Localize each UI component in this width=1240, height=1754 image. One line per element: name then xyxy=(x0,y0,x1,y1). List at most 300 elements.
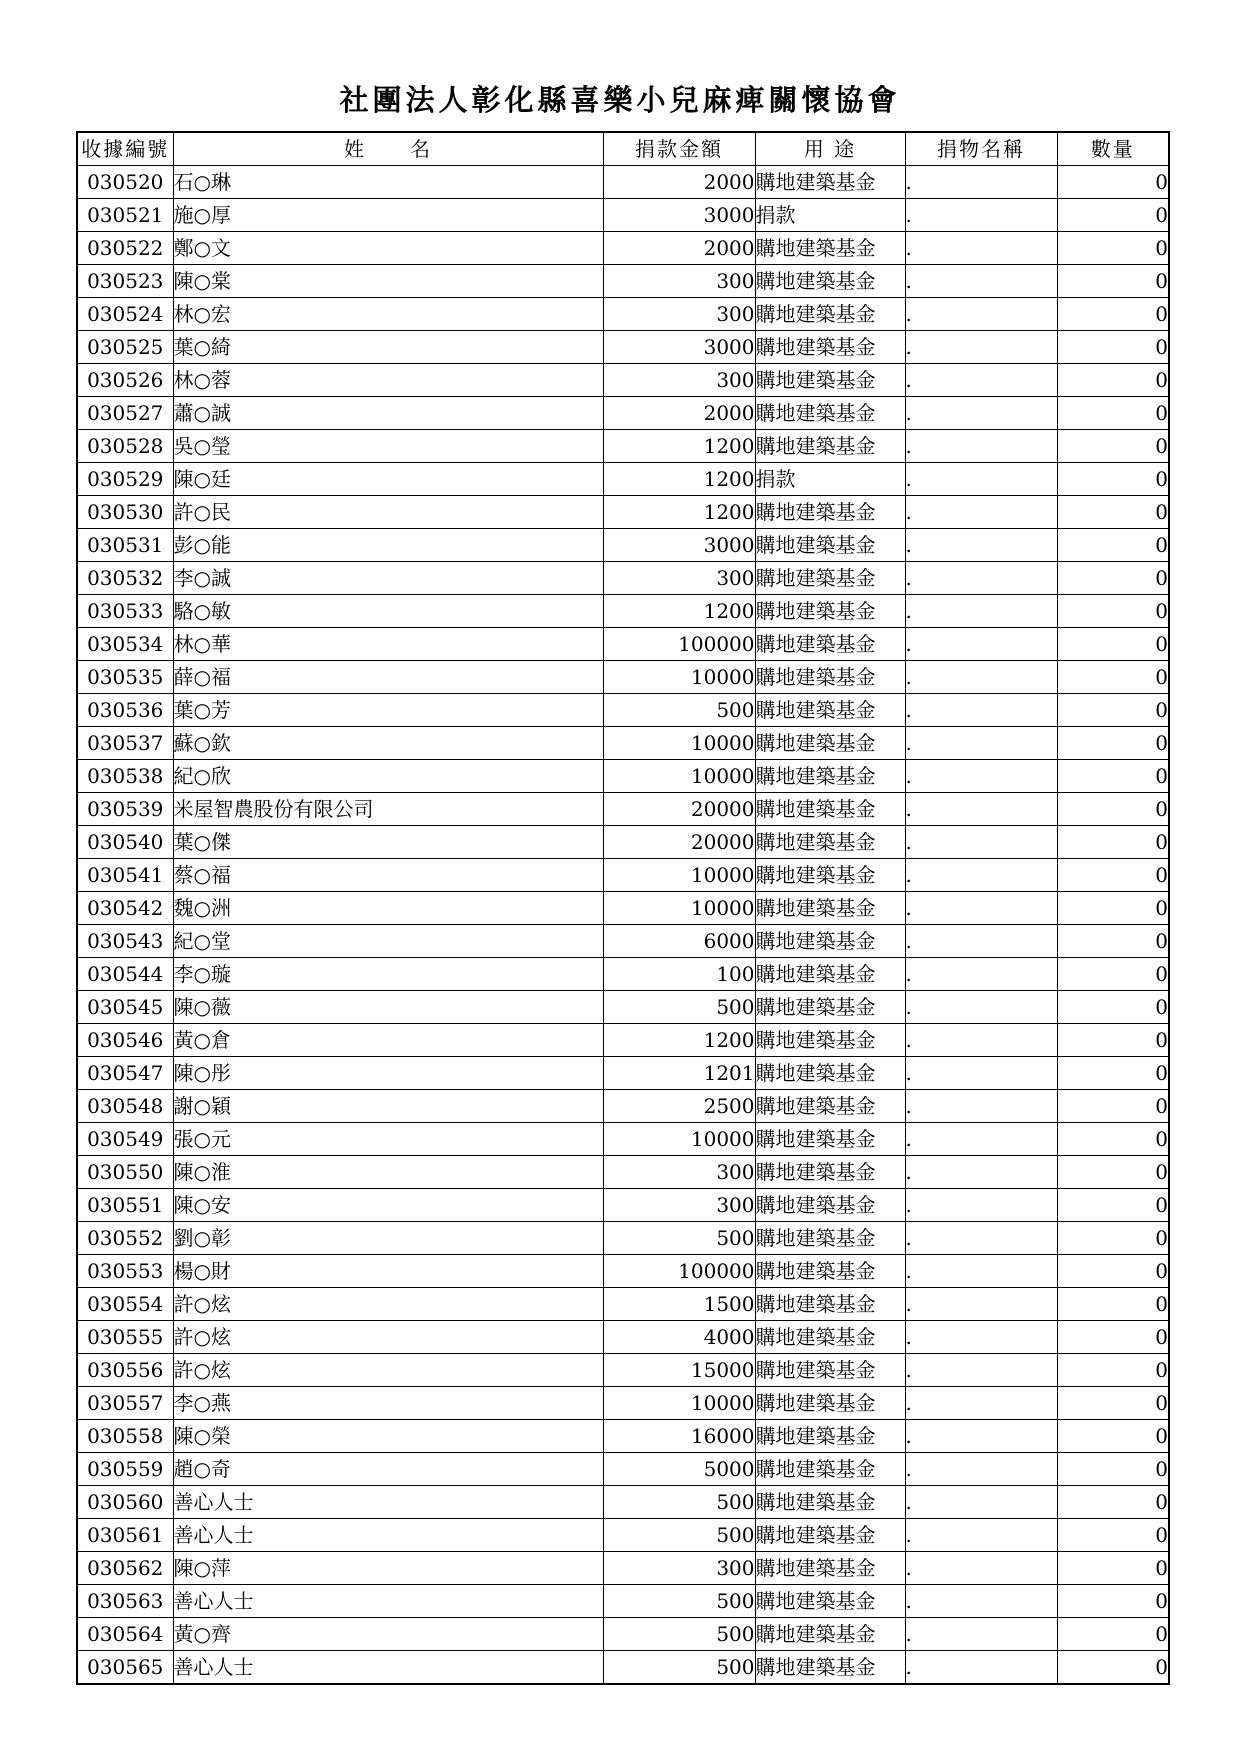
donor-name-cell: 魏○洲 xyxy=(173,892,603,925)
amount-cell: 300 xyxy=(603,265,755,298)
quantity-cell: 0 xyxy=(1057,1453,1169,1486)
purpose-cell: 購地建築基金 xyxy=(755,661,905,694)
quantity-cell: 0 xyxy=(1057,1552,1169,1585)
table-row xyxy=(77,265,1169,298)
amount-cell: 2500 xyxy=(603,1090,755,1123)
item-name-cell: . xyxy=(905,1288,1057,1321)
table-row xyxy=(77,760,1169,793)
item-name-cell: . xyxy=(905,1651,1057,1685)
quantity-cell: 0 xyxy=(1057,463,1169,496)
purpose-cell: 購地建築基金 xyxy=(755,892,905,925)
amount-cell: 10000 xyxy=(603,892,755,925)
purpose-cell: 購地建築基金 xyxy=(755,1519,905,1552)
donor-name-cell: 施○厚 xyxy=(173,199,603,232)
receipt-no-cell: 030538 xyxy=(77,760,173,793)
table-row xyxy=(77,1090,1169,1123)
purpose-cell: 購地建築基金 xyxy=(755,364,905,397)
donor-name-cell: 葉○傑 xyxy=(173,826,603,859)
quantity-cell: 0 xyxy=(1057,166,1169,199)
item-name-cell: . xyxy=(905,958,1057,991)
amount-cell: 10000 xyxy=(603,1123,755,1156)
quantity-cell: 0 xyxy=(1057,760,1169,793)
column-header-quantity: 數量 xyxy=(1057,132,1169,166)
table-row xyxy=(77,1651,1169,1685)
item-name-cell: . xyxy=(905,430,1057,463)
donor-name-cell: 楊○財 xyxy=(173,1255,603,1288)
receipt-no-cell: 030530 xyxy=(77,496,173,529)
receipt-no-cell: 030547 xyxy=(77,1057,173,1090)
table-row xyxy=(77,1288,1169,1321)
donor-name-cell: 李○燕 xyxy=(173,1387,603,1420)
purpose-cell: 購地建築基金 xyxy=(755,1420,905,1453)
purpose-cell: 購地建築基金 xyxy=(755,265,905,298)
donor-name-cell: 善心人士 xyxy=(173,1585,603,1618)
donor-name-cell: 葉○芳 xyxy=(173,694,603,727)
receipt-no-cell: 030540 xyxy=(77,826,173,859)
donor-name-cell: 蔡○福 xyxy=(173,859,603,892)
item-name-cell: . xyxy=(905,1222,1057,1255)
receipt-no-cell: 030565 xyxy=(77,1651,173,1685)
purpose-cell: 購地建築基金 xyxy=(755,1057,905,1090)
purpose-cell: 購地建築基金 xyxy=(755,1618,905,1651)
item-name-cell: . xyxy=(905,1321,1057,1354)
donor-name-cell: 許○炫 xyxy=(173,1354,603,1387)
receipt-no-cell: 030562 xyxy=(77,1552,173,1585)
receipt-no-cell: 030560 xyxy=(77,1486,173,1519)
amount-cell: 3000 xyxy=(603,529,755,562)
table-row xyxy=(77,1057,1169,1090)
table-row xyxy=(77,661,1169,694)
donor-name-cell: 駱○敏 xyxy=(173,595,603,628)
quantity-cell: 0 xyxy=(1057,892,1169,925)
purpose-cell: 購地建築基金 xyxy=(755,991,905,1024)
item-name-cell: . xyxy=(905,1387,1057,1420)
amount-cell: 100000 xyxy=(603,1255,755,1288)
amount-cell: 100 xyxy=(603,958,755,991)
purpose-cell: 購地建築基金 xyxy=(755,595,905,628)
quantity-cell: 0 xyxy=(1057,562,1169,595)
donor-name-cell: 陳○榮 xyxy=(173,1420,603,1453)
table-row xyxy=(77,1123,1169,1156)
donor-name-cell: 紀○欣 xyxy=(173,760,603,793)
donor-name-cell: 陳○淮 xyxy=(173,1156,603,1189)
donor-name-cell: 黃○倉 xyxy=(173,1024,603,1057)
purpose-cell: 購地建築基金 xyxy=(755,1354,905,1387)
amount-cell: 1201 xyxy=(603,1057,755,1090)
donor-name-cell: 善心人士 xyxy=(173,1651,603,1685)
quantity-cell: 0 xyxy=(1057,1321,1169,1354)
receipt-no-cell: 030555 xyxy=(77,1321,173,1354)
quantity-cell: 0 xyxy=(1057,298,1169,331)
item-name-cell: . xyxy=(905,760,1057,793)
receipt-no-cell: 030552 xyxy=(77,1222,173,1255)
item-name-cell: . xyxy=(905,463,1057,496)
receipt-no-cell: 030544 xyxy=(77,958,173,991)
quantity-cell: 0 xyxy=(1057,1024,1169,1057)
table-row xyxy=(77,727,1169,760)
purpose-cell: 購地建築基金 xyxy=(755,298,905,331)
purpose-cell: 購地建築基金 xyxy=(755,430,905,463)
purpose-cell: 購地建築基金 xyxy=(755,1288,905,1321)
item-name-cell: . xyxy=(905,1486,1057,1519)
receipt-no-cell: 030532 xyxy=(77,562,173,595)
receipt-no-cell: 030564 xyxy=(77,1618,173,1651)
purpose-cell: 購地建築基金 xyxy=(755,1486,905,1519)
item-name-cell: . xyxy=(905,1420,1057,1453)
table-row xyxy=(77,496,1169,529)
item-name-cell: . xyxy=(905,1189,1057,1222)
receipt-no-cell: 030554 xyxy=(77,1288,173,1321)
receipt-no-cell: 030527 xyxy=(77,397,173,430)
item-name-cell: . xyxy=(905,1024,1057,1057)
donor-name-cell: 許○民 xyxy=(173,496,603,529)
quantity-cell: 0 xyxy=(1057,595,1169,628)
quantity-cell: 0 xyxy=(1057,1585,1169,1618)
receipt-no-cell: 030551 xyxy=(77,1189,173,1222)
table-row xyxy=(77,562,1169,595)
item-name-cell: . xyxy=(905,1156,1057,1189)
item-name-cell: . xyxy=(905,1057,1057,1090)
table-row xyxy=(77,166,1169,199)
amount-cell: 300 xyxy=(603,298,755,331)
quantity-cell: 0 xyxy=(1057,1420,1169,1453)
amount-cell: 1200 xyxy=(603,595,755,628)
receipt-no-cell: 030536 xyxy=(77,694,173,727)
quantity-cell: 0 xyxy=(1057,397,1169,430)
quantity-cell: 0 xyxy=(1057,1618,1169,1651)
item-name-cell: . xyxy=(905,892,1057,925)
table-row xyxy=(77,529,1169,562)
table-header-row xyxy=(77,132,1169,166)
item-name-cell: . xyxy=(905,1123,1057,1156)
item-name-cell: . xyxy=(905,925,1057,958)
amount-cell: 10000 xyxy=(603,859,755,892)
item-name-cell: . xyxy=(905,859,1057,892)
amount-cell: 500 xyxy=(603,991,755,1024)
receipt-no-cell: 030563 xyxy=(77,1585,173,1618)
column-header-amount: 捐款金額 xyxy=(603,132,755,166)
receipt-no-cell: 030529 xyxy=(77,463,173,496)
donor-name-cell: 李○誠 xyxy=(173,562,603,595)
item-name-cell: . xyxy=(905,166,1057,199)
donor-name-cell: 米屋智農股份有限公司 xyxy=(173,793,603,826)
item-name-cell: . xyxy=(905,1255,1057,1288)
item-name-cell: . xyxy=(905,826,1057,859)
table-row xyxy=(77,430,1169,463)
quantity-cell: 0 xyxy=(1057,991,1169,1024)
quantity-cell: 0 xyxy=(1057,694,1169,727)
donor-name-cell: 林○華 xyxy=(173,628,603,661)
table-row xyxy=(77,1156,1169,1189)
amount-cell: 1200 xyxy=(603,463,755,496)
quantity-cell: 0 xyxy=(1057,1387,1169,1420)
donor-name-cell: 許○炫 xyxy=(173,1321,603,1354)
table-row xyxy=(77,1321,1169,1354)
quantity-cell: 0 xyxy=(1057,859,1169,892)
receipt-no-cell: 030550 xyxy=(77,1156,173,1189)
purpose-cell: 購地建築基金 xyxy=(755,1585,905,1618)
amount-cell: 300 xyxy=(603,1189,755,1222)
amount-cell: 20000 xyxy=(603,826,755,859)
purpose-cell: 購地建築基金 xyxy=(755,232,905,265)
table-row xyxy=(77,199,1169,232)
amount-cell: 300 xyxy=(603,364,755,397)
amount-cell: 5000 xyxy=(603,1453,755,1486)
item-name-cell: . xyxy=(905,595,1057,628)
donor-name-cell: 林○宏 xyxy=(173,298,603,331)
amount-cell: 500 xyxy=(603,1519,755,1552)
amount-cell: 1200 xyxy=(603,1024,755,1057)
amount-cell: 2000 xyxy=(603,232,755,265)
amount-cell: 6000 xyxy=(603,925,755,958)
quantity-cell: 0 xyxy=(1057,1651,1169,1685)
quantity-cell: 0 xyxy=(1057,925,1169,958)
amount-cell: 2000 xyxy=(603,397,755,430)
receipt-no-cell: 030559 xyxy=(77,1453,173,1486)
amount-cell: 300 xyxy=(603,1552,755,1585)
receipt-no-cell: 030537 xyxy=(77,727,173,760)
amount-cell: 500 xyxy=(603,1486,755,1519)
donor-name-cell: 薛○福 xyxy=(173,661,603,694)
table-row xyxy=(77,892,1169,925)
receipt-no-cell: 030561 xyxy=(77,1519,173,1552)
item-name-cell: . xyxy=(905,298,1057,331)
purpose-cell: 購地建築基金 xyxy=(755,1552,905,1585)
quantity-cell: 0 xyxy=(1057,1189,1169,1222)
receipt-no-cell: 030556 xyxy=(77,1354,173,1387)
table-row xyxy=(77,793,1169,826)
table-row xyxy=(77,1387,1169,1420)
donor-name-cell: 陳○棠 xyxy=(173,265,603,298)
quantity-cell: 0 xyxy=(1057,1057,1169,1090)
quantity-cell: 0 xyxy=(1057,727,1169,760)
table-row xyxy=(77,859,1169,892)
quantity-cell: 0 xyxy=(1057,1486,1169,1519)
receipt-no-cell: 030520 xyxy=(77,166,173,199)
table-row xyxy=(77,397,1169,430)
quantity-cell: 0 xyxy=(1057,1090,1169,1123)
purpose-cell: 購地建築基金 xyxy=(755,1651,905,1685)
amount-cell: 300 xyxy=(603,1156,755,1189)
purpose-cell: 購地建築基金 xyxy=(755,958,905,991)
quantity-cell: 0 xyxy=(1057,265,1169,298)
amount-cell: 15000 xyxy=(603,1354,755,1387)
purpose-cell: 購地建築基金 xyxy=(755,1189,905,1222)
purpose-cell: 購地建築基金 xyxy=(755,925,905,958)
column-header-name: 姓 名 xyxy=(173,132,603,166)
table-row xyxy=(77,1024,1169,1057)
purpose-cell: 購地建築基金 xyxy=(755,694,905,727)
table-row xyxy=(77,925,1169,958)
purpose-cell: 購地建築基金 xyxy=(755,793,905,826)
column-header-purpose: 用 途 xyxy=(755,132,905,166)
table-row xyxy=(77,1354,1169,1387)
purpose-cell: 購地建築基金 xyxy=(755,529,905,562)
donor-name-cell: 蕭○誠 xyxy=(173,397,603,430)
donor-name-cell: 黃○齊 xyxy=(173,1618,603,1651)
item-name-cell: . xyxy=(905,1552,1057,1585)
donor-name-cell: 鄭○文 xyxy=(173,232,603,265)
item-name-cell: . xyxy=(905,397,1057,430)
table-row xyxy=(77,463,1169,496)
receipt-no-cell: 030533 xyxy=(77,595,173,628)
donor-name-cell: 蘇○欽 xyxy=(173,727,603,760)
donor-name-cell: 陳○萍 xyxy=(173,1552,603,1585)
table-row xyxy=(77,1519,1169,1552)
item-name-cell: . xyxy=(905,265,1057,298)
amount-cell: 1200 xyxy=(603,496,755,529)
receipt-no-cell: 030523 xyxy=(77,265,173,298)
donor-name-cell: 許○炫 xyxy=(173,1288,603,1321)
item-name-cell: . xyxy=(905,364,1057,397)
receipt-no-cell: 030542 xyxy=(77,892,173,925)
donor-name-cell: 張○元 xyxy=(173,1123,603,1156)
donor-name-cell: 葉○綺 xyxy=(173,331,603,364)
table-row xyxy=(77,232,1169,265)
receipt-no-cell: 030545 xyxy=(77,991,173,1024)
purpose-cell: 購地建築基金 xyxy=(755,628,905,661)
purpose-cell: 購地建築基金 xyxy=(755,496,905,529)
donor-name-cell: 陳○廷 xyxy=(173,463,603,496)
item-name-cell: . xyxy=(905,1618,1057,1651)
receipt-no-cell: 030553 xyxy=(77,1255,173,1288)
purpose-cell: 購地建築基金 xyxy=(755,727,905,760)
item-name-cell: . xyxy=(905,793,1057,826)
donor-name-cell: 趙○奇 xyxy=(173,1453,603,1486)
item-name-cell: . xyxy=(905,1090,1057,1123)
amount-cell: 10000 xyxy=(603,661,755,694)
purpose-cell: 購地建築基金 xyxy=(755,397,905,430)
table-row xyxy=(77,331,1169,364)
amount-cell: 10000 xyxy=(603,760,755,793)
table-row xyxy=(77,1585,1169,1618)
amount-cell: 3000 xyxy=(603,331,755,364)
donor-name-cell: 善心人士 xyxy=(173,1486,603,1519)
table-row xyxy=(77,1552,1169,1585)
item-name-cell: . xyxy=(905,727,1057,760)
amount-cell: 2000 xyxy=(603,166,755,199)
purpose-cell: 購地建築基金 xyxy=(755,760,905,793)
amount-cell: 1200 xyxy=(603,430,755,463)
amount-cell: 3000 xyxy=(603,199,755,232)
item-name-cell: . xyxy=(905,628,1057,661)
quantity-cell: 0 xyxy=(1057,1354,1169,1387)
amount-cell: 4000 xyxy=(603,1321,755,1354)
item-name-cell: . xyxy=(905,991,1057,1024)
table-row xyxy=(77,595,1169,628)
receipt-no-cell: 030546 xyxy=(77,1024,173,1057)
table-row xyxy=(77,1486,1169,1519)
purpose-cell: 購地建築基金 xyxy=(755,1123,905,1156)
receipt-no-cell: 030549 xyxy=(77,1123,173,1156)
amount-cell: 500 xyxy=(603,1618,755,1651)
purpose-cell: 購地建築基金 xyxy=(755,826,905,859)
item-name-cell: . xyxy=(905,232,1057,265)
item-name-cell: . xyxy=(905,1453,1057,1486)
quantity-cell: 0 xyxy=(1057,1222,1169,1255)
quantity-cell: 0 xyxy=(1057,364,1169,397)
donor-name-cell: 李○璇 xyxy=(173,958,603,991)
amount-cell: 300 xyxy=(603,562,755,595)
amount-cell: 20000 xyxy=(603,793,755,826)
donor-name-cell: 陳○薇 xyxy=(173,991,603,1024)
quantity-cell: 0 xyxy=(1057,331,1169,364)
receipt-no-cell: 030543 xyxy=(77,925,173,958)
donor-name-cell: 謝○穎 xyxy=(173,1090,603,1123)
page-title: 社團法人彰化縣喜樂小兒麻痺關懷協會 xyxy=(339,83,901,117)
purpose-cell: 購地建築基金 xyxy=(755,1453,905,1486)
quantity-cell: 0 xyxy=(1057,1519,1169,1552)
quantity-cell: 0 xyxy=(1057,628,1169,661)
donor-name-cell: 吳○瑩 xyxy=(173,430,603,463)
amount-cell: 16000 xyxy=(603,1420,755,1453)
item-name-cell: . xyxy=(905,529,1057,562)
purpose-cell: 捐款 xyxy=(755,199,905,232)
table-row xyxy=(77,298,1169,331)
donor-name-cell: 善心人士 xyxy=(173,1519,603,1552)
table-row xyxy=(77,628,1169,661)
amount-cell: 500 xyxy=(603,1651,755,1685)
amount-cell: 100000 xyxy=(603,628,755,661)
receipt-no-cell: 030539 xyxy=(77,793,173,826)
purpose-cell: 購地建築基金 xyxy=(755,859,905,892)
table-body xyxy=(77,166,1169,1685)
purpose-cell: 捐款 xyxy=(755,463,905,496)
donor-name-cell: 陳○安 xyxy=(173,1189,603,1222)
amount-cell: 500 xyxy=(603,1585,755,1618)
amount-cell: 10000 xyxy=(603,727,755,760)
purpose-cell: 購地建築基金 xyxy=(755,1387,905,1420)
item-name-cell: . xyxy=(905,1354,1057,1387)
quantity-cell: 0 xyxy=(1057,496,1169,529)
receipt-no-cell: 030548 xyxy=(77,1090,173,1123)
table-row xyxy=(77,1255,1169,1288)
table-row xyxy=(77,826,1169,859)
purpose-cell: 購地建築基金 xyxy=(755,1321,905,1354)
donor-name-cell: 陳○彤 xyxy=(173,1057,603,1090)
purpose-cell: 購地建築基金 xyxy=(755,331,905,364)
donor-name-cell: 林○蓉 xyxy=(173,364,603,397)
table-row xyxy=(77,958,1169,991)
purpose-cell: 購地建築基金 xyxy=(755,562,905,595)
donor-name-cell: 劉○彰 xyxy=(173,1222,603,1255)
receipt-no-cell: 030531 xyxy=(77,529,173,562)
receipt-no-cell: 030526 xyxy=(77,364,173,397)
column-header-receipt-no: 收據編號 xyxy=(77,132,173,166)
purpose-cell: 購地建築基金 xyxy=(755,1024,905,1057)
purpose-cell: 購地建築基金 xyxy=(755,1156,905,1189)
item-name-cell: . xyxy=(905,331,1057,364)
receipt-no-cell: 030521 xyxy=(77,199,173,232)
receipt-no-cell: 030525 xyxy=(77,331,173,364)
receipt-no-cell: 030535 xyxy=(77,661,173,694)
table-row xyxy=(77,694,1169,727)
quantity-cell: 0 xyxy=(1057,199,1169,232)
receipt-no-cell: 030557 xyxy=(77,1387,173,1420)
table-row xyxy=(77,1189,1169,1222)
table-row xyxy=(77,364,1169,397)
table-row xyxy=(77,1453,1169,1486)
receipt-no-cell: 030528 xyxy=(77,430,173,463)
amount-cell: 1500 xyxy=(603,1288,755,1321)
item-name-cell: . xyxy=(905,694,1057,727)
quantity-cell: 0 xyxy=(1057,826,1169,859)
receipt-no-cell: 030541 xyxy=(77,859,173,892)
quantity-cell: 0 xyxy=(1057,793,1169,826)
table-row xyxy=(77,1618,1169,1651)
quantity-cell: 0 xyxy=(1057,1255,1169,1288)
item-name-cell: . xyxy=(905,1519,1057,1552)
